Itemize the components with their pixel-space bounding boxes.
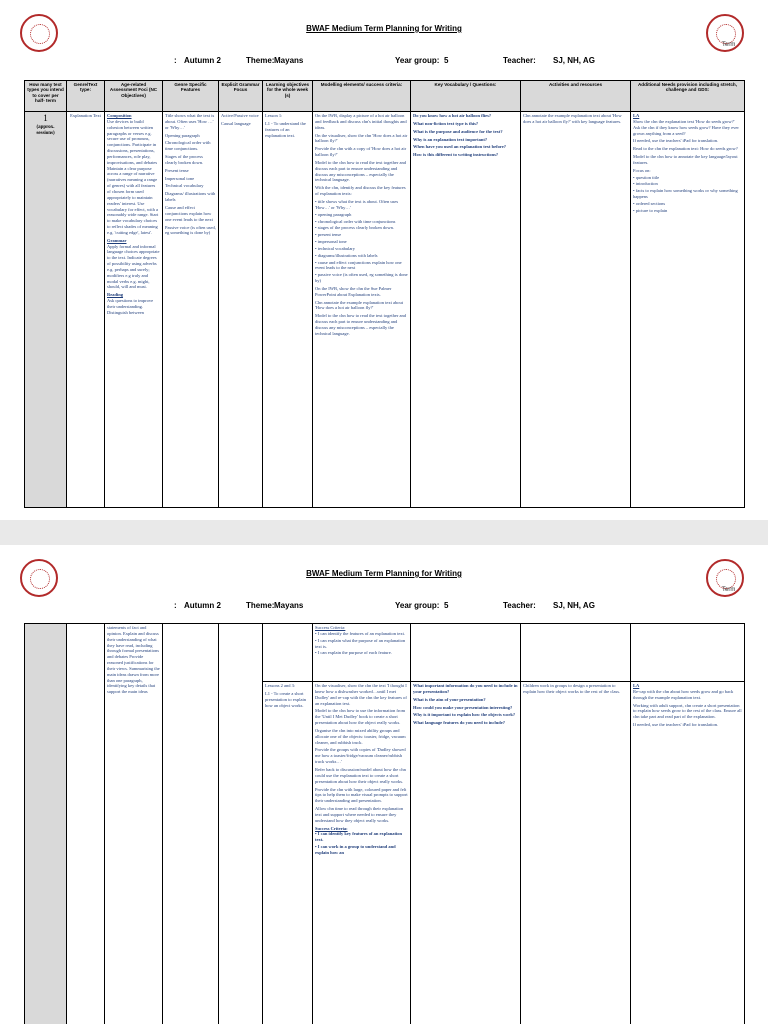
bullet-item: • introduction xyxy=(633,181,658,187)
question-item: Why is it important to explain how the objects work? xyxy=(413,712,516,718)
table-header-row xyxy=(25,81,745,112)
grammar-focus-item: Causal language xyxy=(221,120,251,126)
genre-cell xyxy=(67,112,105,508)
modelling-step: Provide the chn with large, coloured paper and felt tips to help them to make visual prompts to support their understanding and presentation. xyxy=(315,786,408,804)
modelling-step: On the visualiser, show the chn 'How does a hot air balloon fly?' xyxy=(315,132,408,144)
additional-needs-cell xyxy=(631,624,745,682)
bullet-item: • title shows what the text is about. Often uses 'How…' or 'Why…' xyxy=(315,198,399,210)
success-criteria-heading: Success Criteria: xyxy=(315,825,348,831)
theme-label: Theme: xyxy=(246,56,275,65)
modelling-step: Organise the chn into mixed ability groups and allocate one of the objects: toaster, fridge, vacuum cleaner, and rubbish truck. xyxy=(315,727,406,745)
question-item: When have you used an explanation text before? xyxy=(413,144,507,150)
column-header: Learning objectives for the whole week (s) xyxy=(263,81,313,112)
bullet-item: • I can explain the purpose of each feature. xyxy=(315,650,392,656)
column-header: Activities and resources xyxy=(521,81,631,112)
feature-item: Cause and effect conjunctions explain how one event leads to the next xyxy=(165,204,213,222)
modelling-step: Model to the chn how to use the information from the 'Until I Met Dudley' book to create a short presentation about how the object really works. xyxy=(315,708,406,726)
reading-heading: Reading xyxy=(107,292,124,298)
question-item: Do you know how a hot air balloon flies? xyxy=(413,113,492,118)
modelling-step: Refer back to discussion/model about how the chn could use the explanation text to create a short presentation about how their object really works. xyxy=(315,766,406,784)
genre-text: Explanation Text xyxy=(70,113,101,118)
bullet-item: • technical vocabulary xyxy=(315,245,356,251)
features-cell xyxy=(163,112,219,508)
additional-needs-cell xyxy=(631,112,745,508)
bullet-item: • I can work in a group to understand and explain how an xyxy=(315,844,396,855)
bullet-item: • present tense xyxy=(315,232,342,238)
bullet-item: • ordered sections xyxy=(633,200,666,206)
provision-item: If needed, use the teachers' iPad for translation. xyxy=(633,138,719,144)
question-item: What is the aim of your presentation? xyxy=(413,696,486,702)
bullet-item: • facts to explain how something works or why something happens xyxy=(633,188,738,200)
feature-item: Passive voice (is often used, eg something is done by) xyxy=(165,224,216,236)
la-heading: LA xyxy=(633,113,640,118)
questions-cell xyxy=(411,112,521,508)
question-item: How could you make your presentation interesting? xyxy=(413,704,513,710)
feature-item: Impersonal tone xyxy=(165,175,195,181)
term-value: Autumn 2 xyxy=(184,56,221,65)
modelling-step: Provide the groups with copies of 'Dudley showed me how a toaster/fridge/vacuum cleaner/rubbish truck works…' xyxy=(315,747,406,765)
questions-cell xyxy=(411,624,521,682)
activities-cell xyxy=(521,624,631,682)
table-row xyxy=(25,112,745,508)
activities-cell xyxy=(521,112,631,508)
feature-item: Present tense xyxy=(165,167,189,173)
bullet-item: • cause and effect conjunctions explain how one event leads to the next xyxy=(315,259,402,271)
page-title: BWAF Medium Term Planning for Writing xyxy=(306,569,462,578)
question-item: How is this different to writing instructions? xyxy=(413,152,499,158)
activities-cell xyxy=(521,682,631,1024)
objectives-cell xyxy=(263,624,313,682)
question-item: What non-fiction text type is this? xyxy=(413,120,479,126)
learning-objective: L1 - To create a short presentation to explain how an object works. xyxy=(265,690,306,708)
sessions-note: (approx. sessions) xyxy=(36,124,55,137)
column-header: Explicit Grammar Focus xyxy=(219,81,263,112)
column-header: How many text types you intend to cover per half- term xyxy=(25,81,67,112)
feature-item: Opening paragraph xyxy=(165,132,200,138)
bullet-item: • opening paragraph xyxy=(315,211,352,217)
assessment-foci-cell xyxy=(105,112,163,508)
theme-value: Mayans xyxy=(274,601,304,610)
document-page-2 xyxy=(0,545,768,1024)
grammar-focus-item: Active/Passive voice xyxy=(221,113,259,118)
provision-item: Focus on: xyxy=(633,167,651,173)
feature-item: Title shows what the text is about. Often uses 'How …' or 'Why…' xyxy=(165,113,215,130)
planning-table-continued xyxy=(24,623,745,1024)
provision-item: Working with adult support, chn create a short presentation to explain how seeds grow to the rest of the class. Ensure all chn take part and read part of the explanation. xyxy=(633,702,742,720)
column-header: Genre/Text type: xyxy=(67,81,105,112)
modelling-step: On the IWB, show the chn the Sue Palmer PowerPoint about Explanation texts. xyxy=(315,285,392,297)
planning-table xyxy=(24,80,745,508)
provision-item: Show the chn the explanation text 'How do seeds grow?' Ask the chn if they know how seeds grow? Have they ever grown anything from a seed? xyxy=(633,118,739,136)
modelling-step: Chn annotate the example explanation text about 'How does a hot air balloon fly?' xyxy=(315,299,403,311)
reading-text: statements of fact and opinion. Explain and discuss their understanding of what they have read, including through formal presentations and debates Provide reasoned justifications for their views. Summarising the main ideas drawn from more than one paragraph, identifying key details that support the main ideas xyxy=(107,625,160,695)
logo-caption: Term xyxy=(722,42,736,48)
provision-item: If needed, use the teachers' iPad for translation. xyxy=(633,722,719,728)
question-item: What is the purpose and audience for the text? xyxy=(413,128,503,134)
modelling-cell xyxy=(313,112,411,508)
features-cell xyxy=(163,624,219,1024)
composition-text: Use devices to build cohesion between written paragraphs or verses e.g. secure use of pronouns, conjunctions. Participate in discussions, presentations, performances, role play, improvisations, and debates Maintain a clear purpose across a range of narrative (narratives meaning a range of genres) with all features of chosen form used appropriately to maintain readers' interest. Use vocabulary for effect, with a reasonably wide range. Start to make vocabulary choices to reflect shades of meaning e.g. 'cutting edge', latest'. xyxy=(107,118,159,235)
modelling-step: Model to the chn how to read the text together and discuss each part to ensure understanding and discuss any misconceptions – especially the technical language. xyxy=(315,159,406,183)
feature-item: Chronological order with time conjunctions. xyxy=(165,140,211,152)
column-header: Modelling elements/ success criteria: xyxy=(313,81,411,112)
count-cell xyxy=(25,112,67,508)
logo-caption: Term xyxy=(722,587,736,593)
success-criteria-cell xyxy=(313,624,411,682)
theme-value: Mayans xyxy=(274,56,304,65)
grammar-text: Apply formal and informal language choices appropriate to the text. Indicate degrees of possibility using adverbs e.g. perhaps and surely; modifiers e.g truly and modal verbs e.g. might, should, will and must. xyxy=(107,243,160,290)
lesson-label: Lessons 2 and 3: xyxy=(265,683,296,688)
teacher-value: SJ, NH, AG xyxy=(553,601,595,610)
column-header: Age-related Assessment Foci (NC Objectives) xyxy=(105,81,163,112)
questions-cell xyxy=(411,682,521,1024)
bullet-item: • chronological order with time conjunctions xyxy=(315,218,396,224)
activity-text: Chn annotate the example explanation text about 'How does a hot air balloon fly?' with key language features. xyxy=(523,113,622,124)
teacher-label: Teacher: xyxy=(503,56,536,65)
school-logo xyxy=(20,559,58,597)
text-type-count: 1 xyxy=(43,113,48,123)
reading-text: Ask questions to improve their understanding. Distinguish between xyxy=(107,298,154,315)
modelling-step: Allow chn time to read through their explanation text and support where needed to ensure they understand how they object really works. xyxy=(315,806,404,823)
bullet-item: • picture to explain xyxy=(633,207,668,213)
bullet-item: • I can explain what the purpose of an explanation text is. xyxy=(315,637,406,649)
additional-needs-cell xyxy=(631,682,745,1024)
modelling-cell xyxy=(313,682,411,1024)
objectives-cell xyxy=(263,112,313,508)
modelling-step: On the IWB, display a picture of a hot air balloon and feedback and discuss chn's initial thoughts and ideas. xyxy=(315,113,407,130)
modelling-step: Provide the chn with a copy of 'How does a hot air balloon fly?' xyxy=(315,146,407,158)
bullet-item: • passive voice (is often used, eg something is done by) xyxy=(315,272,408,284)
question-item: What language features do you need to include? xyxy=(413,720,506,726)
activity-text: Children work in groups to design a presentation to explain how their object works to the rest of the class. xyxy=(523,683,621,694)
column-header: Key Vocabulary / Questions: xyxy=(411,81,521,112)
objectives-cell xyxy=(263,682,313,1024)
modelling-step: Model to the chn how to read the text together and discuss each part to ensure understanding and discuss any misconceptions – especially the technical language. xyxy=(315,313,406,336)
bullet-item: • stages of the process clearly broken down. xyxy=(315,225,395,231)
la-heading: LA xyxy=(633,683,640,688)
feature-item: Technical vocabulary xyxy=(165,183,204,189)
provision-item: Read to the chn the explanation text: How do seeds grow? xyxy=(633,146,738,152)
school-logo xyxy=(20,14,58,52)
column-header: Genre Specific Features xyxy=(163,81,219,112)
theme-label: Theme: xyxy=(246,601,275,610)
count-cell xyxy=(25,624,67,1024)
grammar-focus-cell xyxy=(219,112,263,508)
grammar-heading: Grammar xyxy=(107,237,127,243)
grammar-focus-cell xyxy=(219,624,263,1024)
bullet-item: • impersonal tone xyxy=(315,239,347,245)
genre-cell xyxy=(67,624,105,1024)
question-item: What important information do you need to include in your presentation? xyxy=(413,683,518,694)
page-title: BWAF Medium Term Planning for Writing xyxy=(306,24,462,33)
modelling-step: With the chn, identify and discuss the key features of explanation texts: xyxy=(315,185,406,197)
term-prefix: : xyxy=(174,56,177,65)
modelling-step: On the visualiser, show the chn the text 'I thought I knew how a dishwasher worked…until I met Dudley' and re-cap with the chn the key features of an explanation text. xyxy=(315,683,407,706)
question-item: Why is an explanation text important? xyxy=(413,136,488,142)
term-prefix: : xyxy=(174,601,177,610)
bullet-item: • I can identify the features of an explanation text. xyxy=(315,630,406,636)
success-criteria-heading: Success Criteria: xyxy=(315,625,346,630)
bullet-item: • I can identify key features of an explanation text. xyxy=(315,831,402,843)
assessment-foci-cell xyxy=(105,624,163,1024)
term-value: Autumn 2 xyxy=(184,601,221,610)
lesson-label: Lesson 1: xyxy=(265,113,283,118)
provision-item: Model to the chn how to annotate the key language/layout features. xyxy=(633,154,738,165)
feature-item: Stages of the process clearly broken down. xyxy=(165,154,204,165)
year-label: Year group: xyxy=(395,601,440,610)
composition-heading: Composition xyxy=(107,113,132,118)
learning-objective: L1 - To understand the features of an explanation text. xyxy=(265,120,306,138)
bullet-item: • question title xyxy=(633,174,660,180)
bullet-item: • diagrams/illustrations with labels xyxy=(315,252,378,258)
feature-item: Diagrams/ illustrations with labels xyxy=(165,191,216,203)
teacher-value: SJ, NH, AG xyxy=(553,56,595,65)
year-label: Year group: xyxy=(395,56,440,65)
teacher-label: Teacher: xyxy=(503,601,536,610)
column-header: Additional Needs provision including stretch, challenge and GDS: xyxy=(631,81,745,112)
table-row xyxy=(25,624,745,682)
year-value: 5 xyxy=(444,601,449,610)
provision-item: Re-cap with the chn about how seeds grow and go back through the example explanation text. xyxy=(633,688,734,700)
year-value: 5 xyxy=(444,56,449,65)
